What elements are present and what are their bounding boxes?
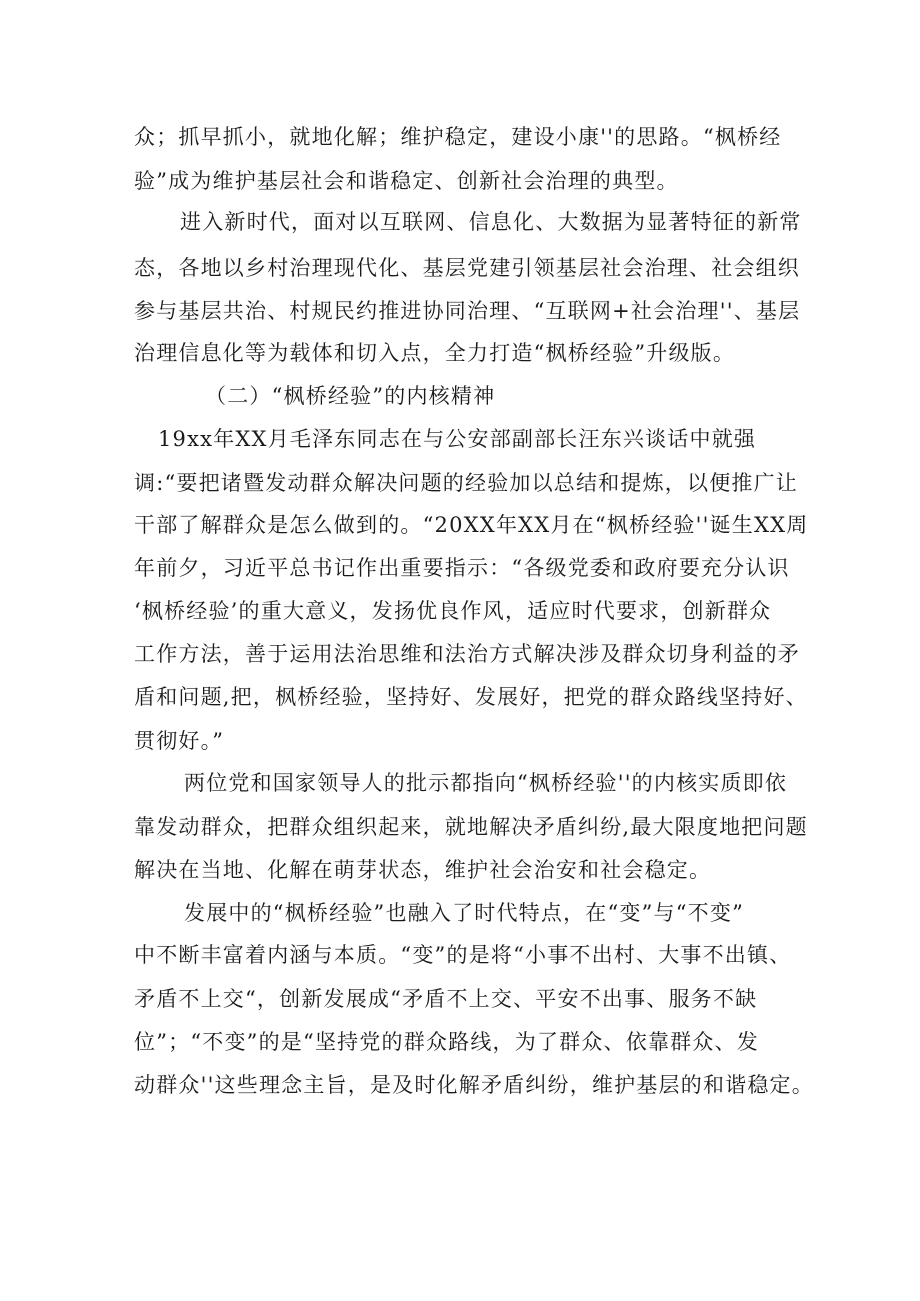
text-line: 盾和问题,把，枫桥经验，坚持好、发展好，把党的群众路线坚持好、 <box>134 685 808 709</box>
text-line: 19xx年XX月毛泽东同志在与公安部副部长汪东兴谈话中就强 <box>158 427 757 451</box>
text-line: 干部了解群众是怎么做到的。“20XX年XX月在“枫桥经验''诞生XX周 <box>134 513 809 537</box>
text-line: 发展中的“枫桥经验”也融入了时代特点，在“变”与“不变” <box>184 901 745 925</box>
text-line: 靠发动群众，把群众组织起来，就地解决矛盾纠纷,最大限度地把问题 <box>134 815 808 839</box>
text-line: 贯彻好。” <box>134 729 225 753</box>
text-line: 位”；“不变”的是“坚持党的群众路线，为了群众、依靠群众、发 <box>134 1030 759 1054</box>
text-line: 验”成为维护基层社会和谐稳定、创新社会治理的典型。 <box>134 169 679 193</box>
text-line: 进入新时代，面对以互联网、信息化、大数据为显著特征的新常 <box>180 210 802 234</box>
text-line: 解决在当地、化解在萌芽状态，维护社会治安和社会稳定。 <box>134 858 712 882</box>
section-heading: （二）“枫桥经验”的内核精神 <box>205 384 496 408</box>
text-line: 年前夕，习近平总书记作出重要指示：“各级党委和政府要充分认识 <box>134 556 790 580</box>
text-line: 两位党和国家领导人的批示都指向“枫桥经验''的内核实质即依 <box>184 771 788 795</box>
text-line: 调:“要把诸暨发动群众解决问题的经验加以总结和提炼，以便推广让 <box>134 471 799 495</box>
text-line: 参与基层共治、村规民约推进协同治理、“互联网+社会治理''、基层 <box>134 299 801 323</box>
text-line: 中不断丰富着内涵与本质。“变”的是将“小事不出村、大事不出镇、 <box>134 943 792 967</box>
text-line: 动群众''这些理念主旨，是及时化解矛盾纠纷，维护基层的和谐稳定。 <box>134 1073 814 1097</box>
text-line: 矛盾不上交“，创新发展成“矛盾不上交、平安不出事、服务不缺 <box>134 987 758 1011</box>
text-line: 工作方法，善于运用法治思维和法治方式解决涉及群众切身利益的矛 <box>134 642 800 666</box>
text-line: 治理信息化等为载体和切入点，全力打造“枫桥经验”升级版。 <box>134 341 736 365</box>
text-line: ‘枫桥经验’的重大意义，发扬优良作风，适应时代要求，创新群众 <box>134 599 772 623</box>
text-line: 众；抓早抓小，就地化解；维护稳定，建设小康''的思路。“枫桥经 <box>134 125 782 149</box>
text-line: 态，各地以乡村治理现代化、基层党建引领基层社会治理、社会组织 <box>134 256 800 280</box>
